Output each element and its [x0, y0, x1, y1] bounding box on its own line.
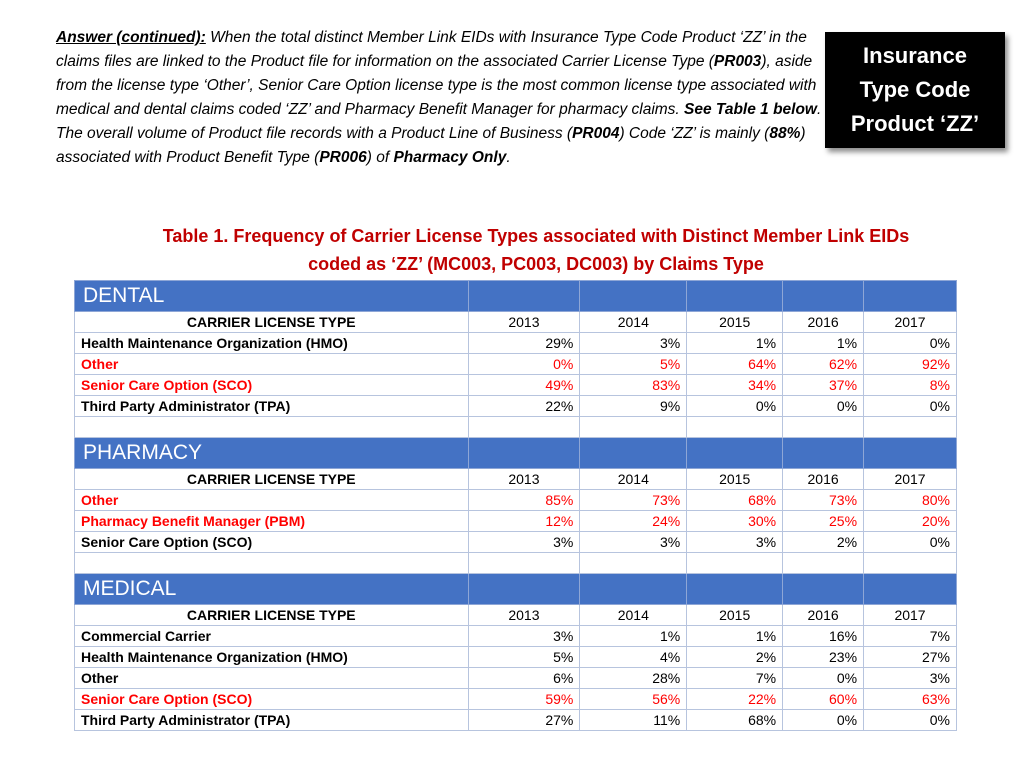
row-label: Other [75, 668, 469, 689]
dental-section-header [75, 281, 957, 312]
section-header-cell [580, 438, 687, 469]
spacer-cell [864, 553, 957, 574]
row-label: Health Maintenance Organization (HMO) [75, 647, 469, 668]
table-row [75, 354, 957, 375]
spacer-cell [687, 553, 783, 574]
spacer-cell [687, 417, 783, 438]
answer-text: . [506, 149, 511, 166]
table-reference: See Table 1 below [684, 101, 817, 118]
percent-cell: 29% [468, 333, 580, 354]
percent-cell: 62% [783, 354, 864, 375]
answer-code: PR006 [319, 149, 367, 166]
percent-cell: 5% [580, 354, 687, 375]
year-header: 2017 [864, 605, 957, 626]
percent-cell: 49% [468, 375, 580, 396]
spacer-cell [864, 417, 957, 438]
section-header-cell [783, 281, 864, 312]
table-title [74, 222, 998, 278]
table-row [75, 396, 957, 417]
year-header: 2014 [580, 605, 687, 626]
percent-cell: 12% [468, 511, 580, 532]
percent-cell: 73% [783, 490, 864, 511]
spacer-cell [580, 417, 687, 438]
percent-cell: 7% [864, 626, 957, 647]
answer-text: ) associated with Product Benefit Type ( [56, 125, 806, 166]
percent-cell: 37% [783, 375, 864, 396]
section-header-cell [468, 281, 580, 312]
table-row [75, 490, 957, 511]
year-header: 2015 [687, 312, 783, 333]
percent-cell: 60% [783, 689, 864, 710]
percent-cell: 20% [864, 511, 957, 532]
percent-cell: 27% [468, 710, 580, 731]
percent-cell: 4% [580, 647, 687, 668]
section-header-cell [783, 438, 864, 469]
row-label: Pharmacy Benefit Manager (PBM) [75, 511, 469, 532]
carrier-license-type-header: CARRIER LICENSE TYPE [75, 312, 469, 333]
percent-cell: 0% [864, 710, 957, 731]
percent-cell: 0% [864, 532, 957, 553]
year-header: 2016 [783, 605, 864, 626]
percent-cell: 5% [468, 647, 580, 668]
table-row [75, 511, 957, 532]
percent-cell: 6% [468, 668, 580, 689]
section-header-cell [687, 438, 783, 469]
year-header: 2014 [580, 469, 687, 490]
table-row [75, 375, 957, 396]
percent-cell: 3% [580, 532, 687, 553]
answer-code: PR003 [713, 53, 762, 70]
table-title-line: Table 1. Frequency of Carrier License Types associated with Distinct Member Link EIDs [162, 226, 910, 246]
badge-line: Type Code [859, 77, 971, 102]
section-header-cell [783, 574, 864, 605]
percent-cell: 64% [687, 354, 783, 375]
year-header: 2017 [864, 312, 957, 333]
frequency-table [74, 280, 957, 731]
percent-cell: 34% [687, 375, 783, 396]
percent-cell: 0% [864, 396, 957, 417]
percent-cell: 68% [687, 710, 783, 731]
column-header-row [75, 469, 957, 490]
spacer-cell [783, 417, 864, 438]
section-header-cell [687, 574, 783, 605]
percent-cell: 9% [580, 396, 687, 417]
percent-cell: 59% [468, 689, 580, 710]
year-header: 2013 [468, 605, 580, 626]
answer-text: When the total distinct Member Link EIDs with Insurance Type Code Product ‘ZZ’ in the claims files are linked to the Product file for information on the associated Carrier License Type ( [56, 29, 807, 70]
percent-cell: 56% [580, 689, 687, 710]
row-label: Other [75, 490, 469, 511]
table-row [75, 689, 957, 710]
badge-line: Insurance [863, 43, 967, 68]
section-header-cell [864, 574, 957, 605]
answer-text: ) Code ‘ZZ’ is mainly ( [619, 125, 770, 142]
answer-percent: 88% [769, 125, 801, 142]
table-row [75, 532, 957, 553]
percent-cell: 2% [783, 532, 864, 553]
percent-cell: 22% [687, 689, 783, 710]
percent-cell: 1% [687, 626, 783, 647]
percent-cell: 11% [580, 710, 687, 731]
section-header-cell [580, 574, 687, 605]
percent-cell: 3% [687, 532, 783, 553]
spacer-cell [75, 553, 469, 574]
percent-cell: 0% [687, 396, 783, 417]
section-header-cell [864, 281, 957, 312]
year-header: 2014 [580, 312, 687, 333]
spacer-row [75, 553, 957, 574]
section-title: DENTAL [75, 281, 469, 312]
carrier-license-type-header: CARRIER LICENSE TYPE [75, 469, 469, 490]
table-row [75, 626, 957, 647]
row-label: Health Maintenance Organization (HMO) [75, 333, 469, 354]
table-row [75, 333, 957, 354]
carrier-license-type-header: CARRIER LICENSE TYPE [75, 605, 469, 626]
spacer-cell [783, 553, 864, 574]
answer-paragraph [56, 26, 826, 170]
percent-cell: 0% [783, 396, 864, 417]
percent-cell: 25% [783, 511, 864, 532]
answer-text: ) of [366, 149, 394, 166]
year-header: 2017 [864, 469, 957, 490]
percent-cell: 68% [687, 490, 783, 511]
percent-cell: 3% [468, 532, 580, 553]
percent-cell: 3% [580, 333, 687, 354]
percent-cell: 8% [864, 375, 957, 396]
spacer-row [75, 417, 957, 438]
percent-cell: 0% [783, 668, 864, 689]
insurance-type-badge [825, 32, 1005, 148]
percent-cell: 2% [687, 647, 783, 668]
column-header-row [75, 312, 957, 333]
row-label: Other [75, 354, 469, 375]
row-label: Senior Care Option (SCO) [75, 532, 469, 553]
spacer-cell [468, 553, 580, 574]
section-title: MEDICAL [75, 574, 469, 605]
spacer-cell [75, 417, 469, 438]
answer-label: Answer (continued): [56, 29, 206, 46]
row-label: Third Party Administrator (TPA) [75, 710, 469, 731]
percent-cell: 24% [580, 511, 687, 532]
percent-cell: 3% [468, 626, 580, 647]
section-header-cell [468, 438, 580, 469]
section-header-cell [580, 281, 687, 312]
spacer-cell [468, 417, 580, 438]
percent-cell: 3% [864, 668, 957, 689]
pharmacy-section-header [75, 438, 957, 469]
percent-cell: 23% [783, 647, 864, 668]
percent-cell: 92% [864, 354, 957, 375]
section-header-cell [864, 438, 957, 469]
table-row [75, 647, 957, 668]
year-header: 2013 [468, 469, 580, 490]
answer-text: ), aside from the license type ‘Other’, Senior Care Option license type is the most common license type associated with medical and dental claims coded ‘ZZ’ and Pharmacy Benefit Manager for pharmacy claims. [56, 53, 817, 118]
year-header: 2016 [783, 469, 864, 490]
percent-cell: 0% [468, 354, 580, 375]
answer-benefit-type: Pharmacy Only [393, 149, 507, 166]
row-label: Senior Care Option (SCO) [75, 689, 469, 710]
percent-cell: 80% [864, 490, 957, 511]
percent-cell: 16% [783, 626, 864, 647]
section-title: PHARMACY [75, 438, 469, 469]
table-row [75, 668, 957, 689]
percent-cell: 28% [580, 668, 687, 689]
section-header-cell [687, 281, 783, 312]
table-row [75, 710, 957, 731]
percent-cell: 30% [687, 511, 783, 532]
column-header-row [75, 605, 957, 626]
percent-cell: 7% [687, 668, 783, 689]
percent-cell: 63% [864, 689, 957, 710]
row-label: Commercial Carrier [75, 626, 469, 647]
medical-section-header [75, 574, 957, 605]
row-label: Senior Care Option (SCO) [75, 375, 469, 396]
answer-code: PR004 [572, 125, 620, 142]
answer-text: . The overall volume of Product file records with a Product Line of Business ( [56, 101, 822, 142]
spacer-cell [580, 553, 687, 574]
year-header: 2013 [468, 312, 580, 333]
row-label: Third Party Administrator (TPA) [75, 396, 469, 417]
percent-cell: 0% [864, 333, 957, 354]
table-title-line: coded as ‘ZZ’ (MC003, PC003, DC003) by Claims Type [308, 254, 764, 274]
percent-cell: 27% [864, 647, 957, 668]
percent-cell: 73% [580, 490, 687, 511]
badge-line: Product ‘ZZ’ [850, 111, 980, 136]
percent-cell: 1% [687, 333, 783, 354]
year-header: 2015 [687, 469, 783, 490]
year-header: 2015 [687, 605, 783, 626]
percent-cell: 1% [783, 333, 864, 354]
percent-cell: 85% [468, 490, 580, 511]
section-header-cell [468, 574, 580, 605]
percent-cell: 22% [468, 396, 580, 417]
year-header: 2016 [783, 312, 864, 333]
percent-cell: 83% [580, 375, 687, 396]
percent-cell: 1% [580, 626, 687, 647]
percent-cell: 0% [783, 710, 864, 731]
